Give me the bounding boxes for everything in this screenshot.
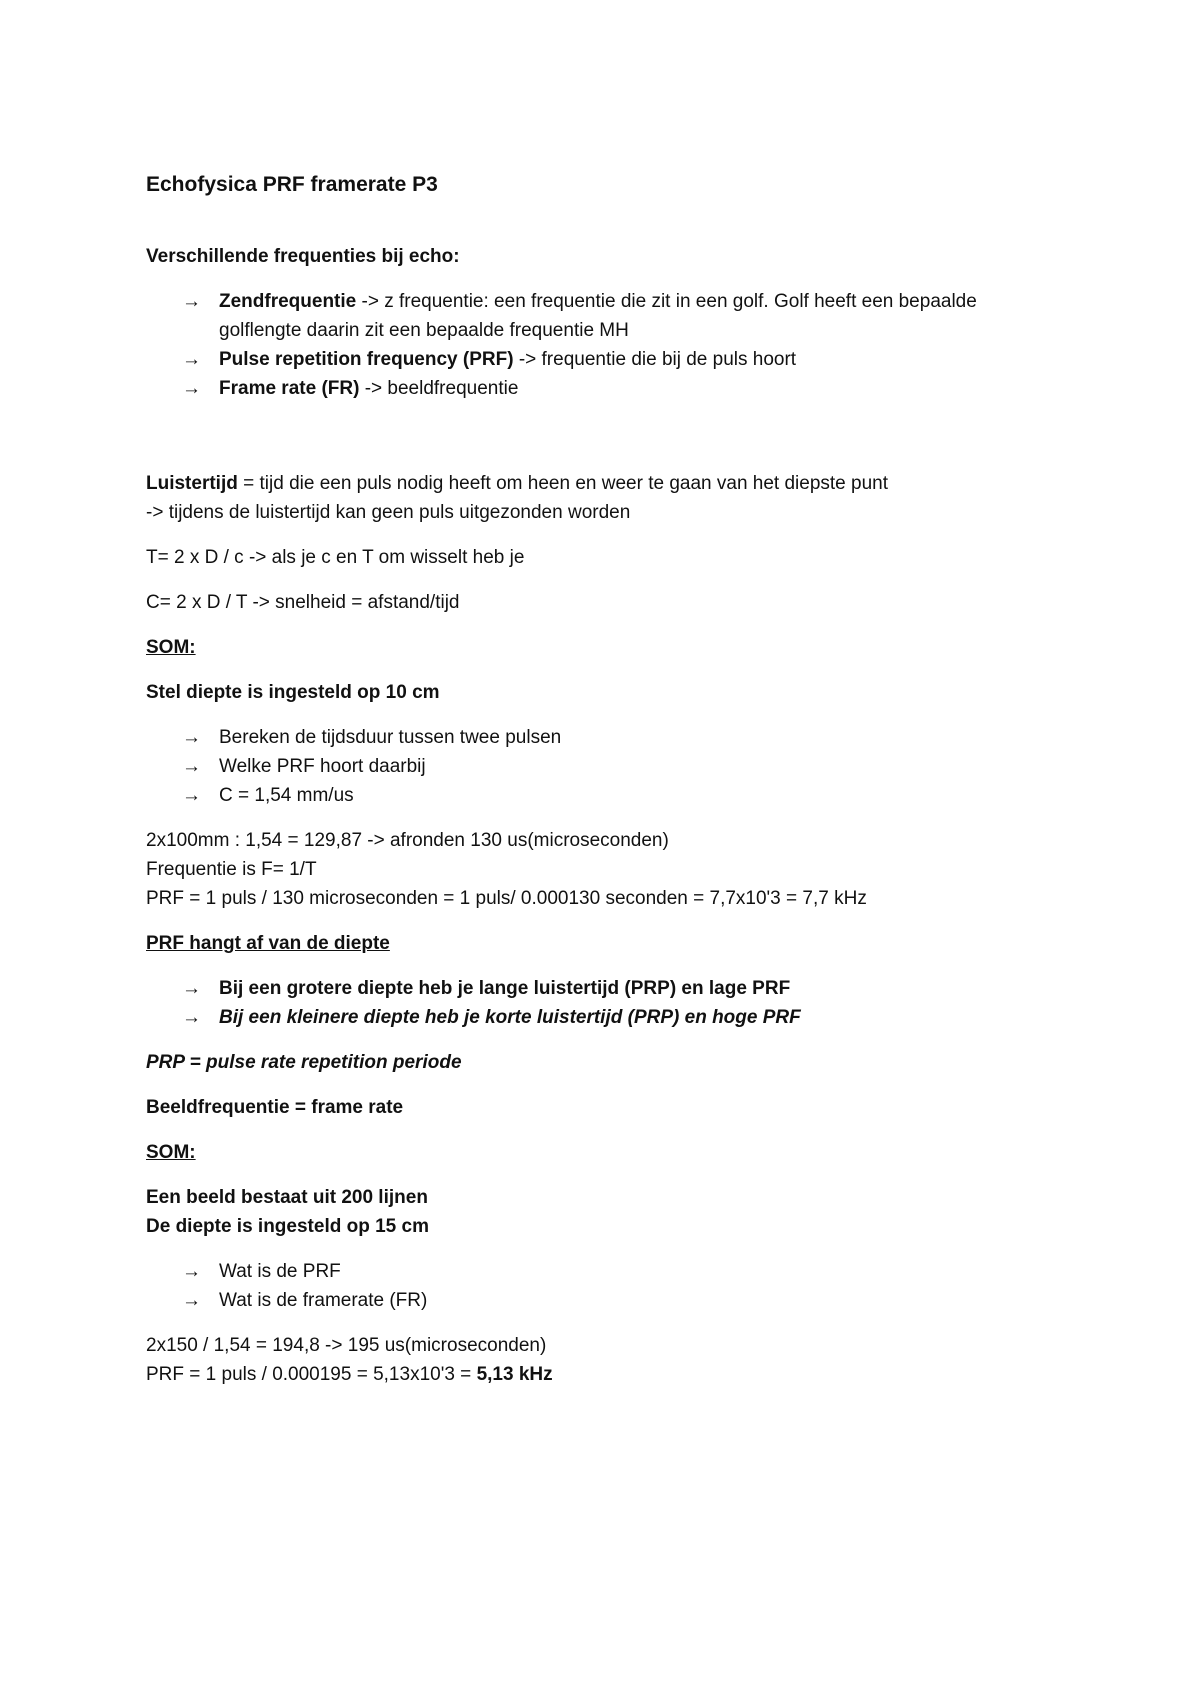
term-description: -> z frequentie: een frequentie die zit in een golf. Golf heeft een bepaalde golflengte daarin zit een bepaalde frequentie MH <box>219 291 977 341</box>
calculation-line: PRF = 1 puls / 130 microseconden = 1 puls/ 0.000130 seconden = 7,7x10'3 = 7,7 kHz <box>146 888 867 909</box>
term-description: -> beeldfrequentie <box>359 378 519 399</box>
formula-speed: C= 2 x D / T -> snelheid = afstand/tijd <box>146 592 460 613</box>
som-label: SOM: <box>146 1142 196 1163</box>
list-item <box>146 723 1046 752</box>
document-body <box>146 170 1046 1405</box>
list-item-text: Wat is de PRF <box>219 1261 341 1282</box>
calculation-result: 5,13 kHz <box>476 1364 553 1385</box>
list-item <box>146 287 1046 345</box>
luistertijd-definition <box>146 469 1046 498</box>
frequencies-list <box>146 287 1046 403</box>
list-item <box>146 1003 1046 1032</box>
list-item <box>146 374 1046 403</box>
arrow-icon: → <box>182 727 201 748</box>
som2-question-line: De diepte is ingesteld op 15 cm <box>146 1216 429 1237</box>
list-item <box>146 974 1046 1003</box>
list-item-text: Bereken de tijdsduur tussen twee pulsen <box>219 727 562 748</box>
formula-time: T= 2 x D / c -> als je c en T om wisselt heb je <box>146 547 525 568</box>
arrow-icon: → <box>182 785 201 806</box>
beeldfrequentie-definition: Beeldfrequentie = frame rate <box>146 1097 404 1118</box>
list-item <box>146 752 1046 781</box>
arrow-icon: → <box>182 1290 201 1311</box>
list-item-text: Wat is de framerate (FR) <box>219 1290 428 1311</box>
arrow-icon: → <box>182 349 201 370</box>
som1-list <box>146 723 1046 810</box>
list-item-text: Bij een kleinere diepte heb je korte luistertijd (PRP) en hoge PRF <box>219 1007 801 1028</box>
arrow-icon: → <box>182 978 201 999</box>
list-item <box>146 1257 1046 1286</box>
som2-list <box>146 1257 1046 1315</box>
list-item <box>146 345 1046 374</box>
som2-question-line: Een beeld bestaat uit 200 lijnen <box>146 1187 428 1208</box>
prp-definition: PRP = pulse rate repetition periode <box>146 1052 462 1073</box>
list-item-text: Bij een grotere diepte heb je lange luistertijd (PRP) en lage PRF <box>219 978 791 999</box>
term-prf: Pulse repetition frequency (PRF) <box>219 349 514 370</box>
arrow-icon: → <box>182 1007 201 1028</box>
arrow-icon: → <box>182 291 201 312</box>
som-label: SOM: <box>146 637 196 658</box>
calculation-line: Frequentie is F= 1/T <box>146 859 317 880</box>
luistertijd-text: = tijd die een puls nodig heeft om heen en weer te gaan van het diepste punt <box>237 473 889 494</box>
spacer <box>146 419 1046 469</box>
calculation-line <box>146 1360 1046 1389</box>
arrow-icon: → <box>182 756 201 777</box>
term-description: -> frequentie die bij de puls hoort <box>513 349 797 370</box>
list-item-text: Welke PRF hoort daarbij <box>219 756 426 777</box>
term-frame-rate: Frame rate (FR) <box>219 378 360 399</box>
arrow-icon: → <box>182 1261 201 1282</box>
luistertijd-note: -> tijdens de luistertijd kan geen puls uitgezonden worden <box>146 502 631 523</box>
calculation-line: 2x150 / 1,54 = 194,8 -> 195 us(microseconden) <box>146 1335 547 1356</box>
list-item-text: C = 1,54 mm/us <box>219 785 354 806</box>
list-item <box>146 781 1046 810</box>
calculation-line: 2x100mm : 1,54 = 129,87 -> afronden 130 us(microseconden) <box>146 830 669 851</box>
section-heading-frequencies: Verschillende frequenties bij echo: <box>146 246 460 267</box>
list-item <box>146 1286 1046 1315</box>
calculation-prefix: PRF = 1 puls / 0.000195 = 5,13x10'3 = <box>146 1364 477 1385</box>
term-zendfrequentie: Zendfrequentie <box>219 291 357 312</box>
som-question: Stel diepte is ingesteld op 10 cm <box>146 682 440 703</box>
luistertijd-term: Luistertijd <box>146 473 238 494</box>
arrow-icon: → <box>182 378 201 399</box>
prf-depth-list <box>146 974 1046 1032</box>
prf-depth-heading: PRF hangt af van de diepte <box>146 933 390 954</box>
document-title: Echofysica PRF framerate P3 <box>146 173 438 196</box>
